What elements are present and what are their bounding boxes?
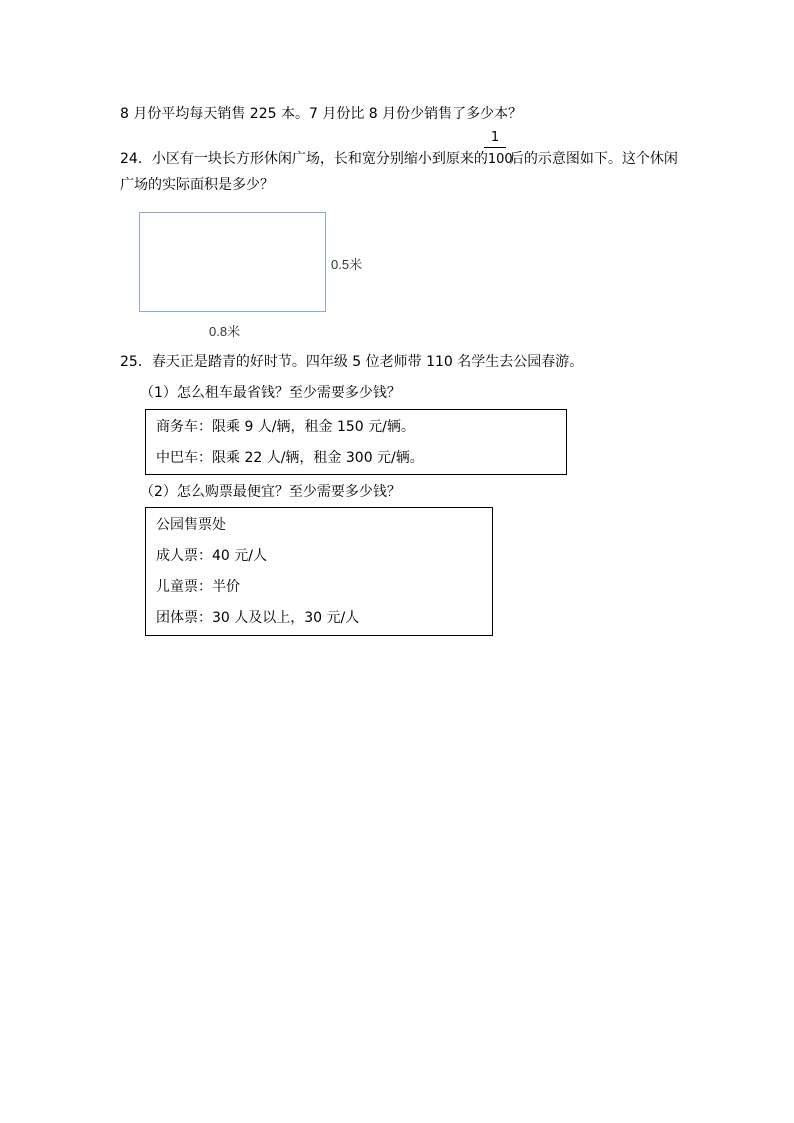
question-24-line1: [120, 149, 678, 170]
plaza-diagram-rectangle: [139, 212, 326, 312]
question-24-line2: 广场的实际面积是多少？: [120, 177, 274, 193]
plaza-width-label: 0.5米: [331, 257, 363, 272]
question-24-text-after: 后的示意图如下。这个休闲: [509, 151, 678, 167]
vehicle-rental-box: [145, 409, 567, 475]
child-ticket-price: 儿童票：半价: [156, 579, 240, 595]
adult-ticket-price: 成人票：40 元/人: [156, 548, 267, 564]
vehicle-option-minibus: 中巴车：限乘 22 人/辆，租金 300 元/辆。: [156, 450, 424, 466]
ticket-office-title: 公园售票处: [156, 517, 226, 533]
fraction-bar: [484, 147, 506, 148]
question-25-sub2: （2）怎么购票最便宜？至少需要多少钱？: [140, 484, 401, 500]
question-24-text-before: 24．小区有一块长方形休闲广场，长和宽分别缩小到原来的: [120, 151, 488, 167]
group-ticket-price: 团体票：30 人及以上，30 元/人: [156, 610, 360, 626]
question-23-tail: 8 月份平均每天销售 225 本。7 月份比 8 月份少销售了多少本？: [120, 106, 523, 122]
vehicle-option-business: 商务车：限乘 9 人/辆，租金 150 元/辆。: [156, 419, 415, 435]
question-25-sub1: （1）怎么租车最省钱？至少需要多少钱？: [140, 385, 401, 401]
ticket-office-box: [145, 507, 493, 636]
question-25-stem: 25．春天正是踏青的好时节。四年级 5 位老师带 110 名学生去公园春游。: [120, 354, 584, 370]
fraction-denominator: 100: [487, 152, 513, 167]
fraction-numerator: 1: [490, 130, 500, 145]
plaza-length-label: 0.8米: [209, 324, 241, 339]
